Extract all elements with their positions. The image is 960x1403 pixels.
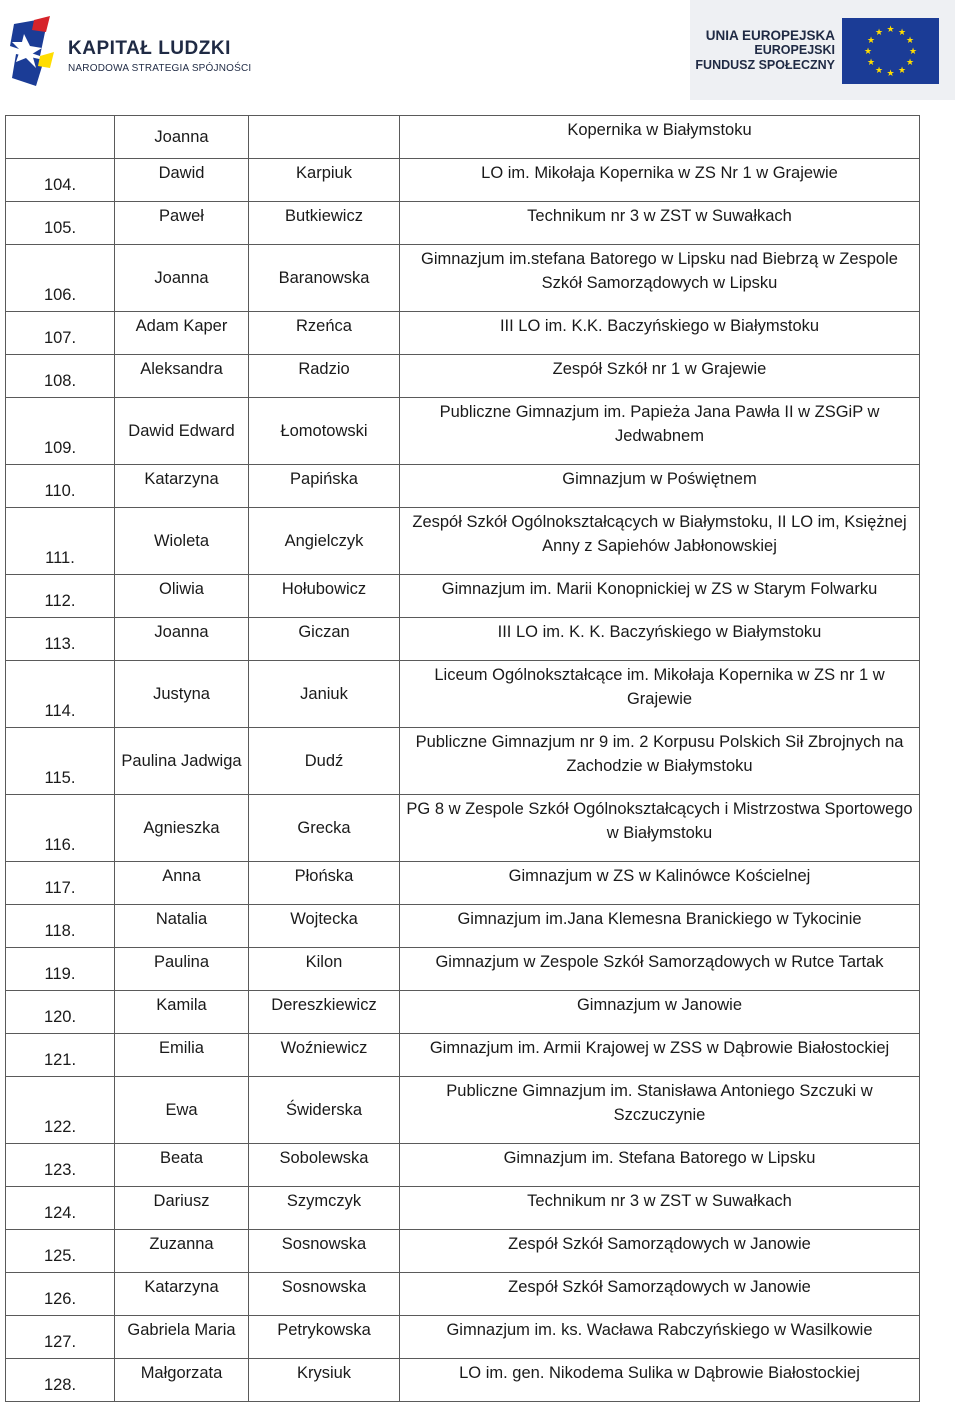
table-row — [6, 116, 920, 159]
row-number: 107. — [6, 312, 115, 355]
last-name: Rzeńca — [249, 312, 400, 355]
last-name: Grecka — [249, 795, 400, 862]
row-number: 112. — [6, 575, 115, 618]
table-row — [6, 795, 920, 862]
svg-text:★: ★ — [874, 66, 884, 76]
table-row — [6, 465, 920, 508]
school: Kopernika w Białymstoku — [400, 116, 920, 159]
last-name: Petrykowska — [249, 1316, 400, 1359]
table-row — [6, 202, 920, 245]
table-row — [6, 991, 920, 1034]
svg-text:★: ★ — [866, 36, 876, 46]
participants-table — [5, 115, 920, 1402]
last-name: Łomotowski — [249, 398, 400, 465]
last-name: Krysiuk — [249, 1359, 400, 1402]
svg-text:★: ★ — [874, 28, 884, 38]
school: Publiczne Gimnazjum im. Stanisława Antoniego Szczuki w Szczuczynie — [400, 1077, 920, 1144]
first-name: Gabriela Maria — [115, 1316, 249, 1359]
school: LO im. Mikołaja Kopernika w ZS Nr 1 w Grajewie — [400, 159, 920, 202]
row-number: 106. — [6, 245, 115, 312]
school: Technikum nr 3 w ZST w Suwałkach — [400, 1187, 920, 1230]
school: Technikum nr 3 w ZST w Suwałkach — [400, 202, 920, 245]
table-row — [6, 1359, 920, 1402]
table-row — [6, 1144, 920, 1187]
school: Liceum Ogólnokształcące im. Mikołaja Kopernika w ZS nr 1 w Grajewie — [400, 661, 920, 728]
kapital-ludzki-subtitle: NARODOWA STRATEGIA SPÓJNOŚCI — [68, 63, 252, 74]
last-name — [249, 116, 400, 159]
first-name: Ewa — [115, 1077, 249, 1144]
first-name: Natalia — [115, 905, 249, 948]
school: Gimnazjum w ZS w Kalinówce Kościelnej — [400, 862, 920, 905]
last-name: Sosnowska — [249, 1230, 400, 1273]
last-name: Sosnowska — [249, 1273, 400, 1316]
table-row — [6, 575, 920, 618]
table-row — [6, 948, 920, 991]
row-number: 126. — [6, 1273, 115, 1316]
first-name: Oliwia — [115, 575, 249, 618]
row-number: 108. — [6, 355, 115, 398]
svg-text:★: ★ — [897, 66, 907, 76]
table-row — [6, 159, 920, 202]
table-row — [6, 245, 920, 312]
school: Gimnazjum im. Marii Konopnickiej w ZS w Starym Folwarku — [400, 575, 920, 618]
kapital-ludzki-logo — [10, 16, 252, 88]
kapital-ludzki-emblem-icon — [10, 16, 60, 88]
row-number — [6, 116, 115, 159]
school: Gimnazjum im. ks. Wacława Rabczyńskiego w Wasilkowie — [400, 1316, 920, 1359]
page-header — [0, 0, 960, 105]
eu-line-2: EUROPEJSKI — [754, 43, 835, 57]
eu-logo-text — [695, 28, 835, 73]
last-name: Giczan — [249, 618, 400, 661]
row-number: 118. — [6, 905, 115, 948]
first-name: Małgorzata — [115, 1359, 249, 1402]
first-name: Paulina Jadwiga — [115, 728, 249, 795]
row-number: 110. — [6, 465, 115, 508]
row-number: 123. — [6, 1144, 115, 1187]
last-name: Sobolewska — [249, 1144, 400, 1187]
row-number: 125. — [6, 1230, 115, 1273]
svg-text:★: ★ — [905, 58, 915, 68]
table-row — [6, 355, 920, 398]
school: LO im. gen. Nikodema Sulika w Dąbrowie Białostockiej — [400, 1359, 920, 1402]
svg-text:★: ★ — [886, 25, 895, 35]
first-name: Agnieszka — [115, 795, 249, 862]
row-number: 105. — [6, 202, 115, 245]
school: Gimnazjum w Janowie — [400, 991, 920, 1034]
school: Zespół Szkół Samorządowych w Janowie — [400, 1230, 920, 1273]
table-row — [6, 398, 920, 465]
first-name: Kamila — [115, 991, 249, 1034]
last-name: Karpiuk — [249, 159, 400, 202]
table-row — [6, 312, 920, 355]
eu-logo — [690, 0, 955, 100]
table-row — [6, 1273, 920, 1316]
table-row — [6, 862, 920, 905]
row-number: 120. — [6, 991, 115, 1034]
school: Zespół Szkół nr 1 w Grajewie — [400, 355, 920, 398]
school: III LO im. K. K. Baczyńskiego w Białymstoku — [400, 618, 920, 661]
row-number: 115. — [6, 728, 115, 795]
eu-line-3: FUNDUSZ SPOŁECZNY — [695, 58, 835, 72]
first-name: Joanna — [115, 116, 249, 159]
table-row — [6, 728, 920, 795]
table-row — [6, 618, 920, 661]
row-number: 128. — [6, 1359, 115, 1402]
last-name: Kilon — [249, 948, 400, 991]
last-name: Hołubowicz — [249, 575, 400, 618]
first-name: Aleksandra — [115, 355, 249, 398]
first-name: Adam Kaper — [115, 312, 249, 355]
row-number: 113. — [6, 618, 115, 661]
table-row — [6, 1077, 920, 1144]
table-row — [6, 1034, 920, 1077]
first-name: Joanna — [115, 618, 249, 661]
first-name: Dawid Edward — [115, 398, 249, 465]
first-name: Zuzanna — [115, 1230, 249, 1273]
last-name: Angielczyk — [249, 508, 400, 575]
school: Gimnazjum w Zespole Szkół Samorządowych w Rutce Tartak — [400, 948, 920, 991]
school: Gimnazjum im. Stefana Batorego w Lipsku — [400, 1144, 920, 1187]
table-row — [6, 1316, 920, 1359]
first-name: Katarzyna — [115, 1273, 249, 1316]
first-name: Paweł — [115, 202, 249, 245]
first-name: Dawid — [115, 159, 249, 202]
kapital-ludzki-title: KAPITAŁ LUDZKI — [68, 38, 231, 59]
table-row — [6, 508, 920, 575]
row-number: 104. — [6, 159, 115, 202]
svg-text:★: ★ — [897, 28, 907, 38]
last-name: Papińska — [249, 465, 400, 508]
last-name: Dereszkiewicz — [249, 991, 400, 1034]
school: Publiczne Gimnazjum im. Papieża Jana Pawła II w ZSGiP w Jedwabnem — [400, 398, 920, 465]
first-name: Joanna — [115, 245, 249, 312]
svg-text:★: ★ — [866, 58, 876, 68]
last-name: Baranowska — [249, 245, 400, 312]
last-name: Radzio — [249, 355, 400, 398]
table-row — [6, 1187, 920, 1230]
last-name: Wojtecka — [249, 905, 400, 948]
row-number: 122. — [6, 1077, 115, 1144]
row-number: 119. — [6, 948, 115, 991]
table-row — [6, 1230, 920, 1273]
row-number: 117. — [6, 862, 115, 905]
first-name: Emilia — [115, 1034, 249, 1077]
last-name: Świderska — [249, 1077, 400, 1144]
school: Zespół Szkół Samorządowych w Janowie — [400, 1273, 920, 1316]
svg-text:★: ★ — [886, 69, 895, 79]
last-name: Butkiewicz — [249, 202, 400, 245]
school: Gimnazjum im. Armii Krajowej w ZSS w Dąbrowie Białostockiej — [400, 1034, 920, 1077]
last-name: Szymczyk — [249, 1187, 400, 1230]
first-name: Wioleta — [115, 508, 249, 575]
first-name: Justyna — [115, 661, 249, 728]
row-number: 121. — [6, 1034, 115, 1077]
school: Gimnazjum w Poświętnem — [400, 465, 920, 508]
last-name: Płońska — [249, 862, 400, 905]
participants-table-body — [6, 116, 920, 1402]
first-name: Anna — [115, 862, 249, 905]
svg-text:★: ★ — [908, 47, 918, 57]
table-row — [6, 661, 920, 728]
first-name: Paulina — [115, 948, 249, 991]
first-name: Dariusz — [115, 1187, 249, 1230]
svg-text:★: ★ — [905, 36, 915, 46]
school: III LO im. K.K. Baczyńskiego w Białymstoku — [400, 312, 920, 355]
row-number: 109. — [6, 398, 115, 465]
row-number: 124. — [6, 1187, 115, 1230]
last-name: Janiuk — [249, 661, 400, 728]
school: Gimnazjum im.stefana Batorego w Lipsku nad Biebrzą w Zespole Szkół Samorządowych w Lipsku — [400, 245, 920, 312]
svg-text:★: ★ — [863, 47, 873, 57]
eu-line-1: UNIA EUROPEJSKA — [705, 28, 835, 43]
row-number: 111. — [6, 508, 115, 575]
table-row — [6, 905, 920, 948]
school: Zespół Szkół Ogólnokształcących w Białymstoku, II LO im, Księżnej Anny z Sapiehów Jabłonowskiej — [400, 508, 920, 575]
school: Gimnazjum im.Jana Klemesna Branickiego w Tykocinie — [400, 905, 920, 948]
row-number: 114. — [6, 661, 115, 728]
row-number: 116. — [6, 795, 115, 862]
row-number: 127. — [6, 1316, 115, 1359]
last-name: Woźniewicz — [249, 1034, 400, 1077]
school: PG 8 w Zespole Szkół Ogólnokształcących i Mistrzostwa Sportowego w Białymstoku — [400, 795, 920, 862]
first-name: Beata — [115, 1144, 249, 1187]
last-name: Dudź — [249, 728, 400, 795]
school: Publiczne Gimnazjum nr 9 im. 2 Korpusu Polskich Sił Zbrojnych na Zachodzie w Białymstoku — [400, 728, 920, 795]
first-name: Katarzyna — [115, 465, 249, 508]
eu-flag-icon — [842, 18, 939, 84]
